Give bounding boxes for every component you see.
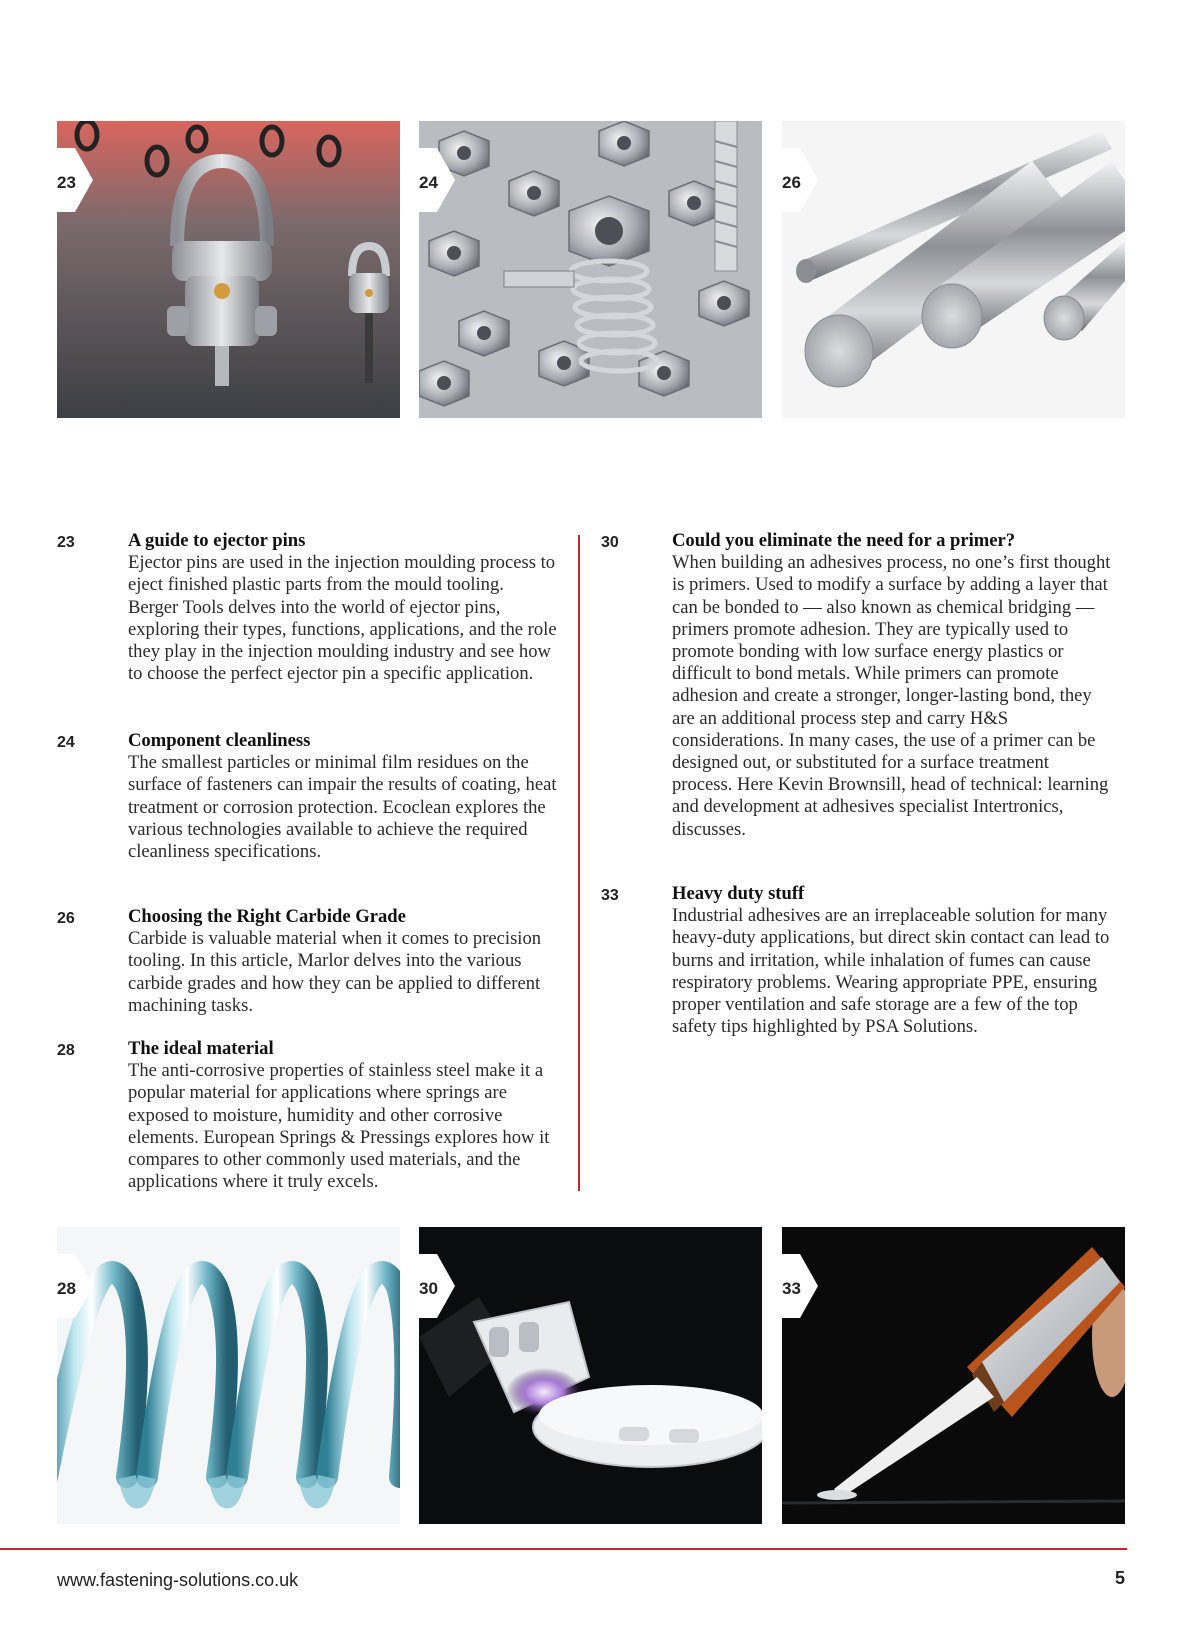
article-summary: Carbide is valuable material when it comes to precision tooling. In this article, Marlor delves into the various carbide grades and how they can be applied to different machining tasks. (128, 928, 542, 1016)
article-page-number: 33 (601, 887, 619, 904)
photo-number: 28 (57, 1279, 76, 1298)
ejector-pins-image (57, 121, 400, 418)
article-title: Choosing the Right Carbide Grade (128, 906, 406, 927)
photo-number: 33 (782, 1279, 801, 1298)
uv-curing-image (419, 1227, 762, 1524)
column-divider (578, 535, 580, 1191)
photo-number: 24 (419, 173, 438, 192)
carbide-rods-image (782, 121, 1125, 418)
article-page-number: 26 (57, 910, 75, 927)
fasteners-image (419, 121, 762, 418)
adhesive-gun-image (782, 1227, 1125, 1524)
photo-ejector-pins (57, 121, 400, 418)
photo-uv-curing (419, 1227, 762, 1524)
article-title: Could you eliminate the need for a primer? (672, 530, 1016, 551)
article-heavy-duty[interactable] (601, 883, 1112, 1038)
article-summary: Ejector pins are used in the injection moulding process to eject finished plastic parts from the mould tooling. Berger Tools delves into the world of ejector pins, exploring their types, functions, applications, and the role they play in the injection moulding industry and see how to choose the perfect ejector pin a specific application. (128, 552, 557, 685)
article-component-cleanliness[interactable] (57, 730, 558, 863)
article-title: The ideal material (128, 1038, 274, 1059)
article-summary: Industrial adhesives are an irreplaceable solution for many heavy-duty applications, but direct skin contact can lead to burns and irritation, while inhalation of fumes can cause respiratory problems. Wearing appropriate PPE, ensuring proper ventilation and safe storage are a few of the top safety tips highlighted by PSA Solutions. (672, 905, 1110, 1038)
page-number: 5 (1115, 1568, 1126, 1588)
article-title: A guide to ejector pins (128, 530, 306, 551)
article-page-number: 28 (57, 1042, 75, 1059)
spring-image (57, 1227, 400, 1524)
photo-fasteners (419, 121, 762, 418)
footer-rule (0, 1548, 1127, 1550)
article-primer[interactable] (601, 530, 1112, 841)
article-carbide-grade[interactable] (57, 906, 558, 1017)
photo-number: 23 (57, 173, 76, 192)
photo-carbide-rods (782, 121, 1125, 418)
photo-spring (57, 1227, 400, 1524)
article-title: Component cleanliness (128, 730, 311, 751)
article-title: Heavy duty stuff (672, 883, 805, 904)
footer-website-link[interactable]: www.fastening-solutions.co.uk (57, 1570, 299, 1590)
article-summary: The anti-corrosive properties of stainless steel make it a popular material for applications where springs are exposed to moisture, humidity and other corrosive elements. European Springs & Pressings explores how it compares to other commonly used materials, and the applications where it truly excels. (128, 1060, 550, 1193)
photo-adhesive-gun (782, 1227, 1125, 1524)
photo-number: 26 (782, 173, 801, 192)
article-page-number: 30 (601, 534, 619, 551)
photo-number: 30 (419, 1279, 438, 1298)
article-page-number: 24 (57, 734, 75, 751)
article-ideal-material[interactable] (57, 1038, 558, 1193)
article-page-number: 23 (57, 534, 75, 551)
article-summary: The smallest particles or minimal film residues on the surface of fasteners can impair the results of coating, heat treatment or corrosion protection. Ecoclean explores the various technologies available to achieve the required cleanliness specifications. (128, 752, 557, 863)
article-ejector-pins[interactable] (57, 530, 558, 685)
article-summary: When building an adhesives process, no one’s first thought is primers. Used to modify a surface by adding a layer that can be bonded to — also known as chemical bridging — primers promote adhesion. They are typically used to promote bonding with low surface energy plastics or difficult to bond metals. While primers can promote adhesion and create a stronger, longer-lasting bond, they are an additional process step and carry H&S considerations. In many cases, the use of a primer can be designed out, or substituted for a surface treatment process. Here Kevin Brownsill, head of technical: learning and development at adhesives specialist Intertronics, discusses. (672, 552, 1111, 840)
